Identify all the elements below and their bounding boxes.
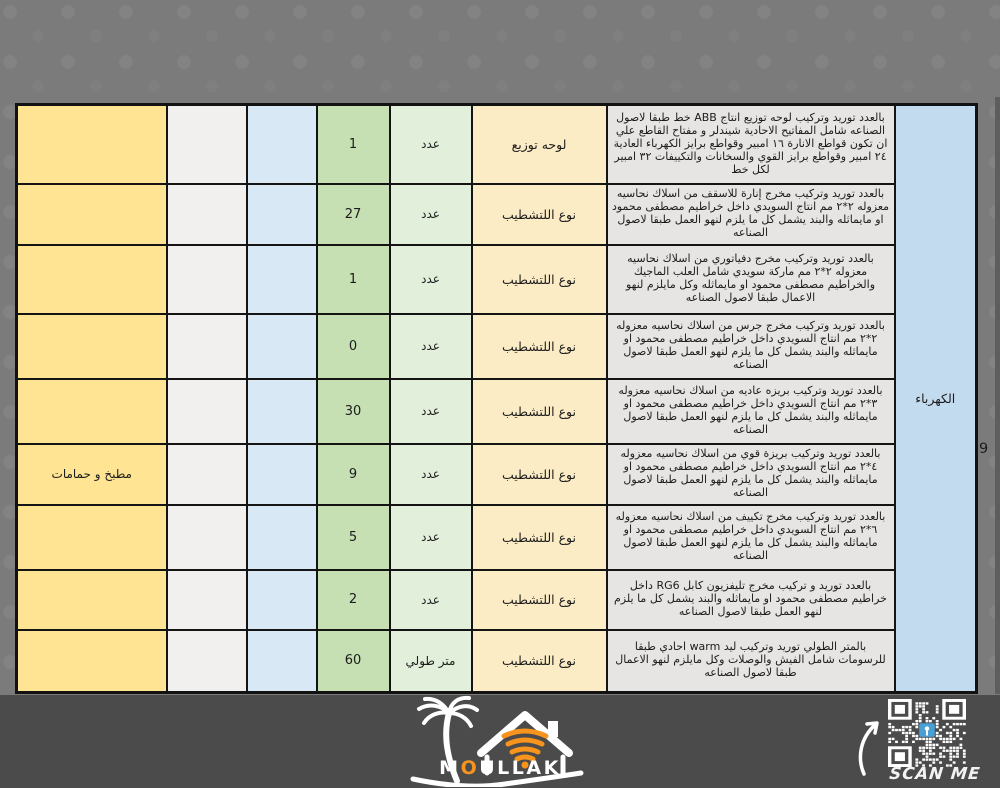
cell-quantity[interactable]: 27 <box>317 184 390 245</box>
cell-empty-white[interactable] <box>167 570 247 630</box>
sheet-edge-strip <box>995 97 1000 694</box>
table-row <box>17 245 977 314</box>
cell-quantity[interactable]: 9 <box>317 444 390 505</box>
cell-description[interactable]: بالعدد توريد وتركيب مخرج دفياتوري من اسلاك نحاسيه معزوله ٢*٢ مم ماركة سويدي شامل العلب الماجيك والخراطيم مصطفى محمود او مايماثله وكل مايلزم لنهو الاعمال طبقا لاصول الصناعه <box>607 245 895 314</box>
cell-location[interactable] <box>17 314 167 379</box>
cell-quantity[interactable]: 0 <box>317 314 390 379</box>
table-row <box>17 379 977 444</box>
qr-block <box>858 694 1000 788</box>
cell-unit[interactable]: عدد <box>390 245 472 314</box>
boq-sheet <box>15 103 978 694</box>
cell-location[interactable] <box>17 505 167 570</box>
cell-finish-type[interactable]: نوع اللتشطيب <box>472 245 607 314</box>
cell-location[interactable] <box>17 570 167 630</box>
cell-empty-white[interactable] <box>167 379 247 444</box>
cell-finish-type[interactable]: نوع اللتشطيب <box>472 630 607 693</box>
cell-unit[interactable]: عدد <box>390 184 472 245</box>
boq-table <box>15 103 978 694</box>
table-row <box>17 630 977 693</box>
moullak-logo <box>405 695 595 787</box>
cell-description[interactable]: بالعدد توريد وتركيب مخرج إنارة للاسقف من اسلاك نحاسيه معزوله ٢*٢ مم انتاج السويدي داخل خراطيم مصطفى محمود او مايماثله والبند يشمل كل ما يلزم لنهو العمل طبقا لاصول الصناعه <box>607 184 895 245</box>
cell-empty-blue[interactable] <box>247 379 317 444</box>
cell-location[interactable] <box>17 630 167 693</box>
cell-finish-type[interactable]: لوحه توزيع <box>472 105 607 184</box>
table-row <box>17 184 977 245</box>
qr-code-icon <box>888 699 966 767</box>
cell-unit[interactable]: متر طولي <box>390 630 472 693</box>
cell-empty-blue[interactable] <box>247 184 317 245</box>
cell-finish-type[interactable]: نوع اللتشطيب <box>472 379 607 444</box>
cell-location[interactable]: مطبخ و حمامات <box>17 444 167 505</box>
cell-description[interactable]: بالعدد توريد وتركيب مخرج تكييف من اسلاك نحاسيه معزوله ٦*٢ مم انتاج السويدي داخل خراطيم مصطفى محمود او مايماثله والبند يشمل كل ما يلزم لنهو العمل طبقا لاصول الصناعه <box>607 505 895 570</box>
cell-finish-type[interactable]: نوع اللتشطيب <box>472 314 607 379</box>
cell-quantity[interactable]: 2 <box>317 570 390 630</box>
cell-location[interactable] <box>17 105 167 184</box>
cell-location[interactable] <box>17 379 167 444</box>
cell-description[interactable]: بالمتر الطولي توريد وتركيب ليد warm احادي طبقا للرسومات شامل الفيش والوصلات وكل مايلزم لنهو الاعمال طبقا لاصول الصناعه <box>607 630 895 693</box>
cell-finish-type[interactable]: نوع اللتشطيب <box>472 505 607 570</box>
cell-unit[interactable]: عدد <box>390 444 472 505</box>
cell-empty-blue[interactable] <box>247 245 317 314</box>
cell-empty-blue[interactable] <box>247 505 317 570</box>
cell-description[interactable]: بالعدد توريد وتركيب مخرج جرس من اسلاك نحاسيه معزوله ٢*٢ مم انتاج السويدي داخل خراطيم مصطفى محمود او مايماثله والبند يشمل كل ما يلزم لنهو العمل طبقا لاصول الصناعه <box>607 314 895 379</box>
cell-empty-white[interactable] <box>167 245 247 314</box>
cell-empty-white[interactable] <box>167 630 247 693</box>
cell-empty-white[interactable] <box>167 184 247 245</box>
cell-finish-type[interactable]: نوع اللتشطيب <box>472 570 607 630</box>
cell-unit[interactable]: عدد <box>390 379 472 444</box>
cell-quantity[interactable]: 30 <box>317 379 390 444</box>
cell-location[interactable] <box>17 245 167 314</box>
cell-unit[interactable]: عدد <box>390 505 472 570</box>
cell-empty-blue[interactable] <box>247 630 317 693</box>
cell-quantity[interactable]: 5 <box>317 505 390 570</box>
cell-unit[interactable]: عدد <box>390 105 472 184</box>
category-cell[interactable]: الكهرباء <box>895 105 977 693</box>
cell-location[interactable] <box>17 184 167 245</box>
work-items-body <box>17 105 977 693</box>
cell-quantity[interactable]: 1 <box>317 105 390 184</box>
brand-o-accent: O <box>460 757 480 779</box>
sheet-row-number[interactable]: 9 <box>979 441 989 457</box>
scan-me-label: SCAN ME <box>888 764 982 783</box>
cell-empty-blue[interactable] <box>247 314 317 379</box>
cell-unit[interactable]: عدد <box>390 570 472 630</box>
cell-finish-type[interactable]: نوع اللتشطيب <box>472 444 607 505</box>
cell-empty-blue[interactable] <box>247 105 317 184</box>
cell-finish-type[interactable]: نوع اللتشطيب <box>472 184 607 245</box>
table-row <box>17 314 977 379</box>
table-row <box>17 505 977 570</box>
cell-empty-white[interactable] <box>167 505 247 570</box>
cell-description[interactable]: بالعدد توريد وتركيب بريزه عاديه من اسلاك نحاسيه معزوله ٣*٢ مم انتاج السويدي داخل خراطيم مصطفى محمود او مايماثله والبند يشمل كل ما يلزم لنهو العمل طبقا لاصول الصناعه <box>607 379 895 444</box>
cell-empty-white[interactable] <box>167 105 247 184</box>
cell-quantity[interactable]: 1 <box>317 245 390 314</box>
cell-description[interactable]: بالعدد توريد و تركيب مخرج تليفزيون كابل RG6 داخل خراطيم مصطفى محمود او مايماثله والبند يشمل كل ما يلزم لنهو العمل طبقا لاصول الصناعه <box>607 570 895 630</box>
cell-empty-white[interactable] <box>167 444 247 505</box>
brand-name: MOULLAK <box>439 757 561 779</box>
cell-unit[interactable]: عدد <box>390 314 472 379</box>
table-row <box>17 105 977 184</box>
cell-description[interactable]: بالعدد توريد وتركيب لوحه توزيع انتاج ABB خط طبقا لاصول الصناعه شامل المفاتيح الاحادية شيندلر و مفتاح القاطع علي ان تكون قواطع الانارة ١٦ امبير وقواطع برايز الكهرباء العادية ٢٤ امبير وقواطع برايز القوي والسخانات والتكييفات ٣٢ امبير لكل خط <box>607 105 895 184</box>
table-row <box>17 444 977 505</box>
wifi-signal-icon <box>504 731 546 759</box>
cell-empty-blue[interactable] <box>247 570 317 630</box>
cell-empty-white[interactable] <box>167 314 247 379</box>
table-row <box>17 570 977 630</box>
cell-description[interactable]: بالعدد توريد وتركيب بريزة قوي من اسلاك نحاسيه معزوله ٤*٢ مم انتاج السويدي داخل خراطيم مصطفى محمود او مايماثله والبند يشمل كل ما يلزم لنهو العمل طبقا لاصول الصناعه <box>607 444 895 505</box>
cell-quantity[interactable]: 60 <box>317 630 390 693</box>
cell-empty-blue[interactable] <box>247 444 317 505</box>
